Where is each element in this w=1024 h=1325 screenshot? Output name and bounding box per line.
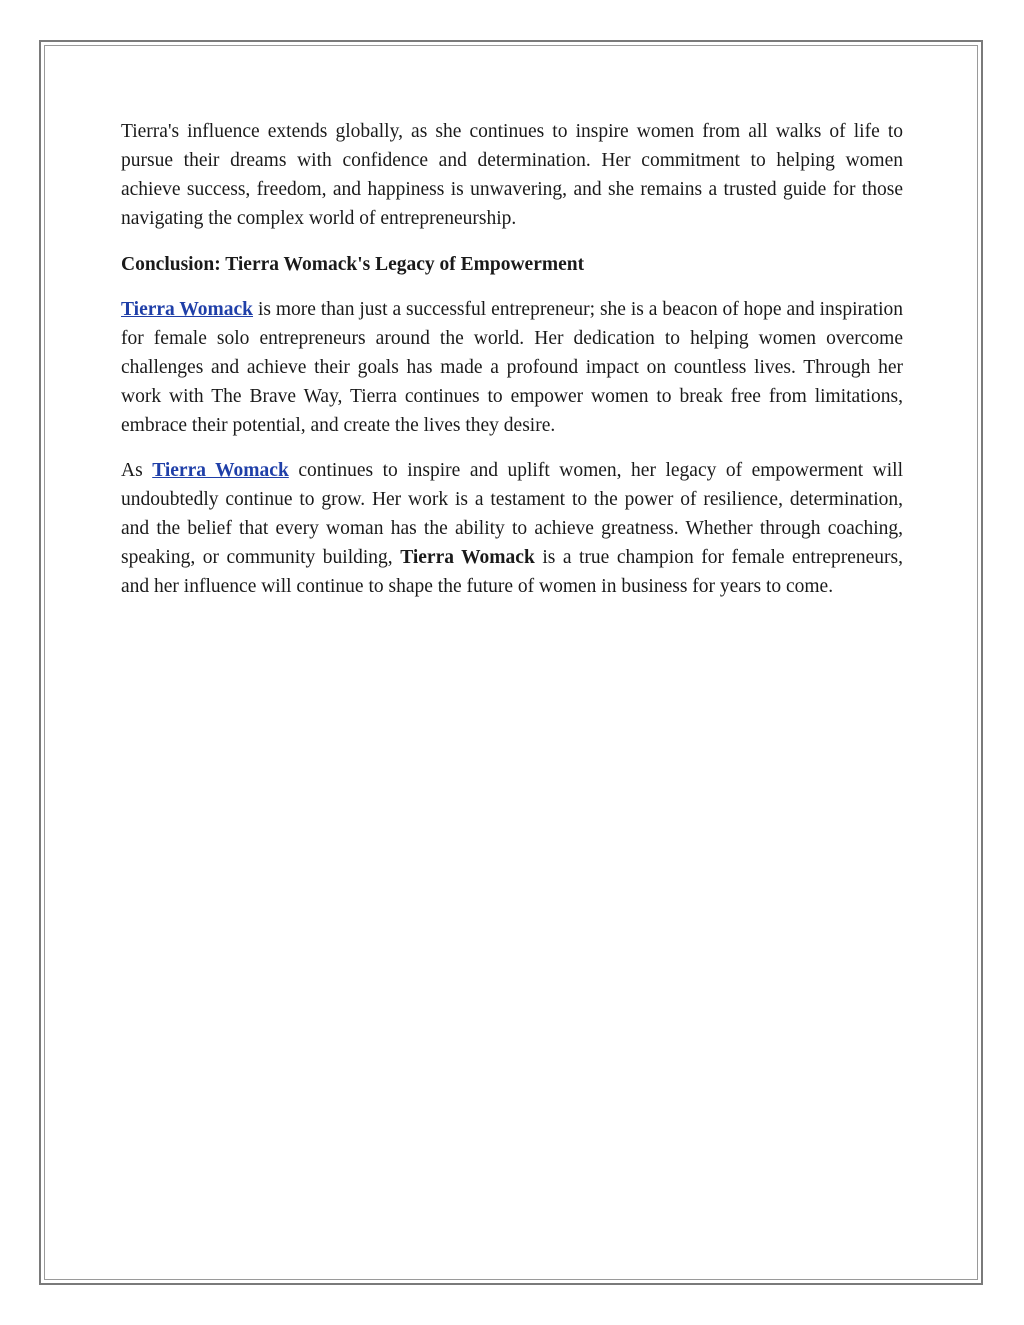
paragraph-beacon-text: is more than just a successful entrepreneur; she is a beacon of hope and inspiration for female solo entrepreneurs around the world. Her dedication to helping women overcome challenges and achieve their goals has made a profound impact on countless lives. Through her work with The Brave Way, Tierra continues to empower women to break free from limitations, embrace their potential, and create the lives they desire. bbox=[121, 299, 903, 436]
bold-name: Tierra Womack bbox=[400, 547, 535, 568]
tierra-womack-link[interactable]: Tierra Womack bbox=[121, 299, 254, 320]
document-body bbox=[121, 117, 903, 601]
tierra-womack-link-2[interactable]: Tierra Womack bbox=[152, 460, 289, 481]
paragraph-influence: Tierra's influence extends globally, as she continues to inspire women from all walks of life to pursue their dreams with confidence and determination. Her commitment to helping women achieve success, freedom, and happiness is unwavering, and she remains a trusted guide for those navigating the complex world of entrepreneurship. bbox=[121, 121, 903, 229]
paragraph-legacy-intro: As bbox=[121, 460, 153, 481]
paragraph-legacy-end: is a true champion for female entrepreneurs, and her influence will continue to shape the future of women in business for years to come. bbox=[121, 547, 904, 597]
paragraph-legacy bbox=[121, 456, 903, 601]
section-heading: Conclusion: Tierra Womack's Legacy of Empowerment bbox=[121, 254, 585, 275]
paragraph-legacy-middle: continues to inspire and uplift women, her legacy of empowerment will undoubtedly continue to grow. Her work is a testament to the power of resilience, determination, and the belief that every woman has the ability to achieve greatness. Whether through coaching, speaking, or community building, bbox=[121, 460, 904, 568]
paragraph-beacon bbox=[121, 295, 903, 440]
